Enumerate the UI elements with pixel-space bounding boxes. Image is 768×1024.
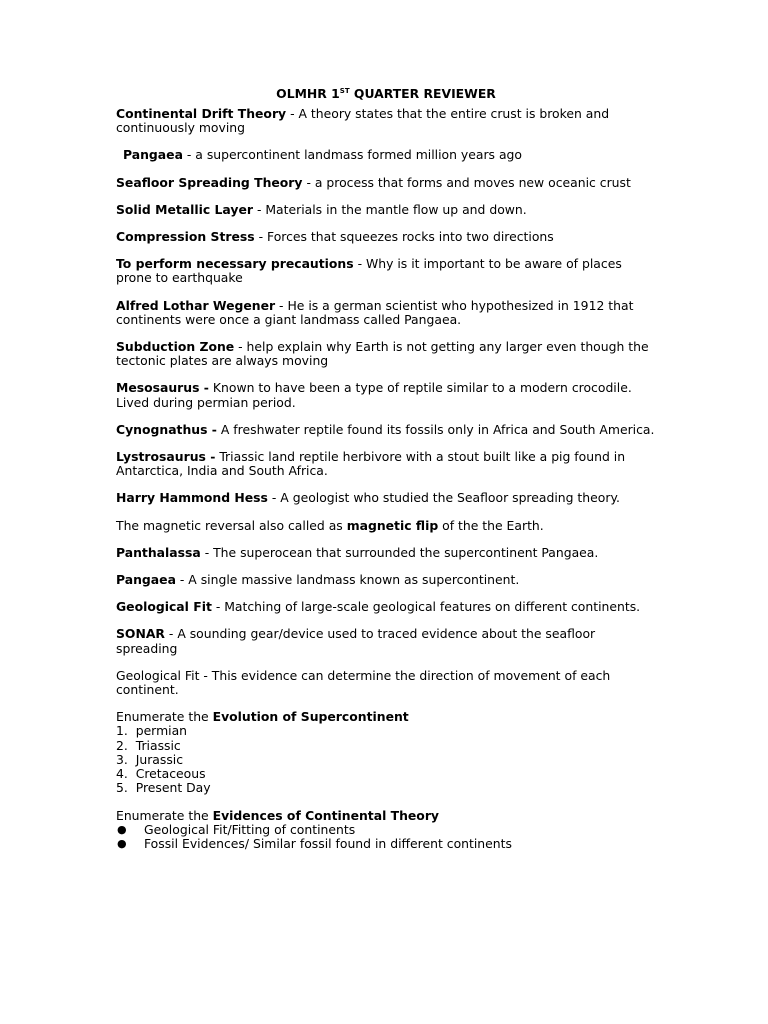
title-superscript: ST [339,87,350,95]
entry-lystrosaurus [116,450,656,478]
definition: - A geologist who studied the Seafloor spreading theory. [267,490,620,506]
entry-cynognathus [116,423,656,437]
list-item: 5. Present Day [116,780,211,796]
list-item: 4. Cretaceous [116,766,206,782]
entry-geological-fit-plain: Geological Fit - This evidence can determine the direction of movement of each continent. [116,667,611,698]
term: Compression Stress [116,229,255,245]
evolution-list [116,710,656,795]
list-item: 2. Triassic [116,737,181,753]
evidences-title: Evidences of Continental Theory [212,807,440,823]
evolution-title: Evolution of Supercontinent [212,709,409,725]
definition: - The superocean that surrounded the supercontinent Pangaea. [200,544,599,560]
title-prefix: OLMHR 1 [276,86,340,101]
definition: - Why is it important to be aware of places prone to earthquake [116,256,622,286]
definition: - Matching of large-scale geological features on different continents. [211,599,641,615]
term: Seafloor Spreading Theory [116,174,303,190]
term: Harry Hammond Hess [116,490,268,506]
definition: - a process that forms and moves new oceanic crust [302,174,631,190]
evolution-heading [116,710,656,724]
term: To perform necessary precautions [116,256,354,272]
entry-sonar [116,627,656,655]
definition: - Materials in the mantle flow up and down. [253,201,527,217]
entry-panthalassa [116,546,656,560]
evidences-heading [116,809,656,823]
entry-mesosaurus [116,381,656,409]
entry-hess [116,491,656,505]
term: Pangaea [116,572,176,588]
definition: - help explain why Earth is not getting any larger even though the tectonic plates are always moving [116,339,649,369]
entry-solid-metallic-layer [116,203,656,217]
definition: - a supercontinent landmass formed million years ago [182,147,522,163]
term: SONAR [116,626,165,642]
entry-pangaea [116,148,656,162]
entry-subduction-zone [116,340,656,368]
entry-continental-drift [116,107,656,135]
page-title [116,86,656,101]
evolution-intro: Enumerate the [116,709,213,725]
list-item-text: Geological Fit/Fitting of continents [144,821,356,837]
magnetic-term: magnetic flip [346,517,439,533]
bullet-icon: ● [117,822,127,836]
definition: Known to have been a type of reptile similar to a modern crocodile. Lived during permian period. [116,380,632,410]
evidences-list [116,809,656,852]
term: Alfred Lothar Wegener [116,297,276,313]
definition: - A single massive landmass known as supercontinent. [175,572,520,588]
list-item: 3. Jurassic [116,751,184,767]
term: Mesosaurus - [116,380,209,396]
list-item: 1. permian [116,723,188,739]
term: Solid Metallic Layer [116,201,253,217]
definition: - Forces that squeezes rocks into two directions [254,229,554,245]
document-page [116,86,656,864]
entry-seafloor-spreading [116,176,656,190]
list-item [116,837,656,851]
definition: Triassic land reptile herbivore with a stout built like a pig found in Antarctica, India and South Africa. [116,449,626,479]
entry-compression-stress [116,230,656,244]
entry-precautions [116,257,656,285]
entry-wegener [116,299,656,327]
definition: - A theory states that the entire crust is broken and continuously moving [116,106,610,136]
magnetic-after: of the the Earth. [438,517,544,533]
list-item-text: Fossil Evidences/ Similar fossil found in different continents [144,835,512,851]
title-suffix: QUARTER REVIEWER [349,86,496,101]
term: Pangaea [123,147,183,163]
bullet-icon: ● [117,836,127,850]
term: Continental Drift Theory [116,106,287,121]
term: Subduction Zone [116,339,235,355]
magnetic-before: The magnetic reversal also called as [116,517,347,533]
entry-magnetic-flip [116,519,656,533]
entry-geological-fit [116,600,656,614]
term: Cynognathus - [116,421,217,437]
list-item [116,823,656,837]
definition: A freshwater reptile found its fossils only in Africa and South America. [216,421,655,437]
term: Geological Fit [116,599,212,615]
definition: - He is a german scientist who hypothesized in 1912 that continents were once a giant landmass called Pangaea. [116,297,634,327]
term: Panthalassa [116,544,201,560]
evidences-intro: Enumerate the [116,807,213,823]
definition: - A sounding gear/device used to traced evidence about the seafloor spreading [116,626,596,656]
entry-pangaea-2 [116,573,656,587]
term: Lystrosaurus - [116,449,216,465]
